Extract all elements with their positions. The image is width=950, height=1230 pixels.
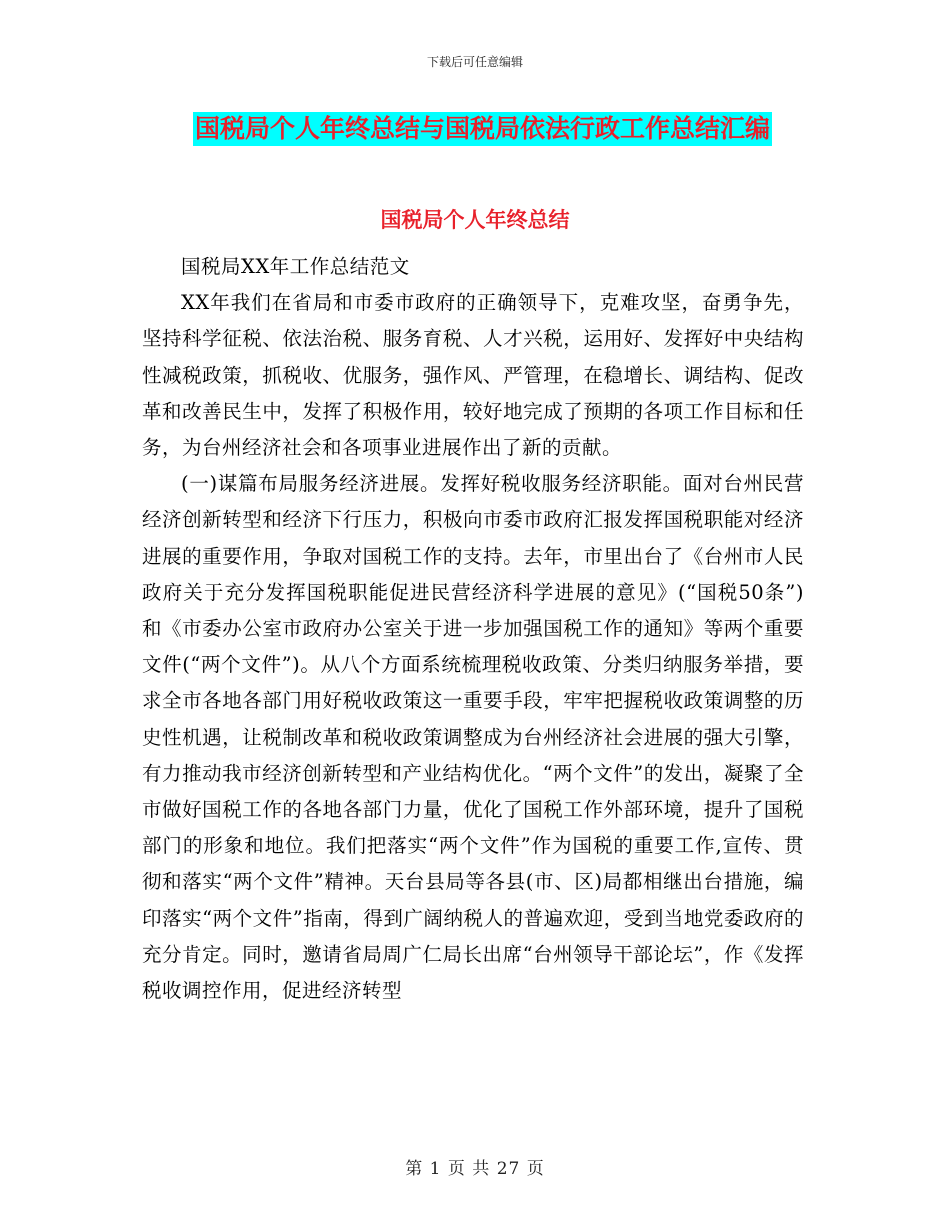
document-body <box>142 249 804 1009</box>
section-title: 国税局个人年终总结 <box>380 208 570 232</box>
body-paragraph-2: (一)谋篇布局服务经济进展。发挥好税收服务经济职能。面对台州民营经济创新转型和经济下行压力，积极向市委市政府汇报发挥国税职能对经济进展的重要作用，争取对国税工作的支持。去年，市里出台了《台州市人民政府关于充分发挥国税职能促进民营经济科学进展的意见》(“国税50条”)和《市委办公室市政府办公室关于进一步加强国税工作的通知》等两个重要文件(“两个文件”)。从八个方面系统梳理税收政策、分类归纳服务举措，要求全市各地各部门用好税收政策这一重要手段，牢牢把握税收政策调整的历史性机遇，让税制改革和税收政策调整成为台州经济社会进展的强大引擎，有力推动我市经济创新转型和产业结构优化。“两个文件”的发出，凝聚了全市做好国税工作的各地各部门力量，优化了国税工作外部环境，提升了国税部门的形象和地位。我们把落实“两个文件”作为国税的重要工作,宣传、贯彻和落实“两个文件”精神。天台县局等各县(市、区)局都相继出台措施，编印落实“两个文件”指南，得到广阔纳税人的普遍欢迎，受到当地党委政府的充分肯定。同时，邀请省局周广仁局长出席“台州领导干部论坛”，作《发挥税收调控作用，促进经济转型 <box>142 472 804 1003</box>
subtitle-line: 国税局XX年工作总结范文 <box>181 255 410 278</box>
document-main-title: 国税局个人年终总结与国税局依法行政工作总结汇编 <box>193 112 772 146</box>
body-paragraph-1: XX年我们在省局和市委市政府的正确领导下，克难攻坚，奋勇争先，坚持科学征税、依法治税、服务育税、人才兴税，运用好、发挥好中央结构性减税政策，抓税收、优服务，强作风、严管理，在稳增长、调结构、促改革和改善民生中，发挥了积极作用，较好地完成了预期的各项工作目标和任务，为台州经济社会和各项事业进展作出了新的贡献。 <box>142 291 804 460</box>
page-header-note: 下载后可任意编辑 <box>426 55 523 69</box>
page-footer: 第 1 页 共 27 页 <box>405 1159 545 1179</box>
